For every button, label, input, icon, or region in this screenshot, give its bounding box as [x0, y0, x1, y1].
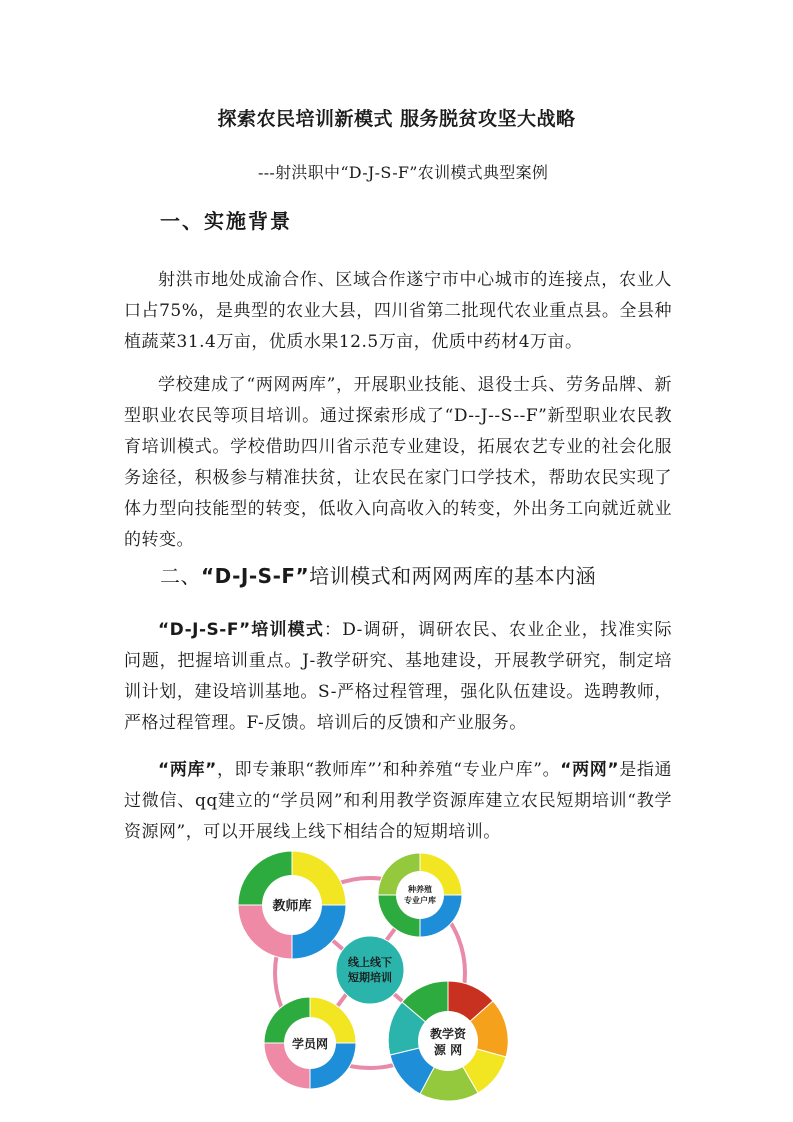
paragraph-model-text: ：D-调研，调研农民、农业企业，找准实际问题，把握培训重点。J-教学研究、基地建设，开展教学研究，制定培训计划，建设培训基地。S-严格过程管理，强化队伍建设。选聘教师，严格过程管理。F-反馈。培训后的反馈和产业服务。: [124, 620, 672, 733]
training-model-diagram: [230, 843, 510, 1115]
section-heading-rest: 培训模式和两网两库的基本内涵: [309, 564, 597, 588]
section-heading-prefix: 二、: [160, 564, 201, 588]
teacher-library-ring: [238, 851, 346, 959]
center-label-line2: 短期培训: [348, 971, 392, 984]
resource-hub-label-line2: 源 网: [433, 1043, 463, 1057]
term-two-nets: “两网”: [560, 760, 620, 780]
document-subtitle: ---射洪职中“D-J-S-F”农训模式典型案例: [258, 163, 549, 182]
section-heading-bold: “D-J-S-F”: [201, 564, 310, 588]
term-two-libraries: “两库”: [158, 760, 217, 780]
paragraph-background: 射洪市地处成渝合作、区域合作遂宁市中心城市的连接点，农业人口占75%，是典型的农业大县，四川省第二批现代农业重点县。全县种植蔬菜31.4万亩，优质水果12.5万亩，优质中药材4万亩。: [124, 270, 672, 352]
farmer-hub: [396, 871, 444, 919]
farmer-hub-label-line2: 专业户库: [404, 896, 436, 905]
farmer-library-ring: [378, 853, 462, 937]
center-circle: [336, 936, 404, 1004]
section-heading-model: [160, 560, 596, 589]
paragraph-libraries-text: ，即专兼职“教师库”’和种养殖“专业户库”。: [216, 760, 561, 780]
student-hub-label: 学员网: [291, 1037, 329, 1051]
paragraph-model: [124, 615, 672, 739]
center-training-node: [336, 936, 404, 1004]
farmer-hub-label-line1: 种养殖: [408, 885, 432, 894]
paragraph-model-term: “D-J-S-F”培训模式: [158, 620, 325, 640]
resource-net-ring: [388, 981, 508, 1101]
student-net-ring: [264, 997, 356, 1089]
teacher-hub-label: 教师库: [272, 899, 312, 914]
center-label-line1: 线上线下: [348, 956, 392, 969]
paragraph-two-nets: 学校建成了“两网两库”，开展职业技能、退役士兵、劳务品牌、新型职业农民等项目培训。通过探索形成了“D--J--S--F”新型职业农民教育培训模式。学校借助四川省示范专业建设，拓展农艺专业的社会化服务途径，积极参与精准扶贫，让农民在家门口学技术，帮助农民实现了体力型向技能型的转变，低收入向高收入的转变，外出务工向就近就业的转变。: [124, 375, 672, 550]
resource-hub: [418, 1011, 478, 1071]
resource-hub-label-line1: 教学资: [429, 1027, 467, 1041]
document-title: 探索农民培训新模式 服务脱贫攻坚大战略: [217, 108, 576, 130]
paragraph-nets-text: 是指通过微信、qq建立的“学员网”和利用教学资源库建立农民短期培训“教学资源网”，可以开展线上线下相结合的短期培训。: [124, 760, 672, 842]
paragraph-nets-libraries: [124, 755, 672, 848]
section-heading-background: 一、实施背景: [160, 209, 292, 233]
